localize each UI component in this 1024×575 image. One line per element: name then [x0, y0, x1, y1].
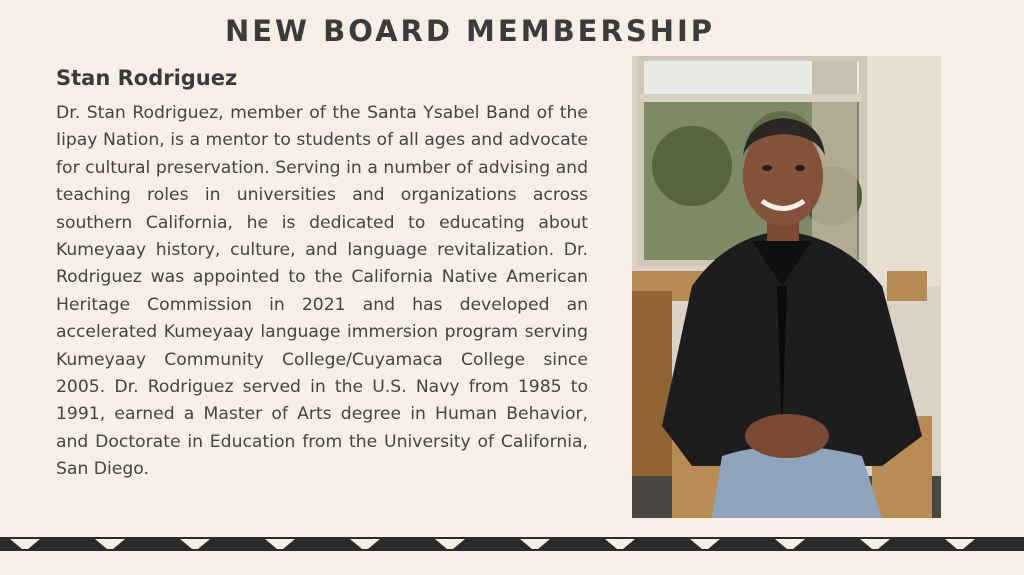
slide-title: NEW BOARD MEMBERSHIP: [224, 14, 716, 48]
member-photo: [632, 56, 941, 518]
member-bio: Dr. Stan Rodriguez, member of the Santa Ysabel Band of the Iipay Nation, is a mentor to students of all ages and advocate for cultural preservation. Serving in a number of advising and teaching roles in universities and organizations across southern California, he is dedicated to educating about Kumeyaay history, culture, and language revitalization. Dr. Rodriguez was appointed to the California Native American Heritage Commission in 2021 and has developed an accelerated Kumeyaay language immersion program serving Kumeyaay Community College/Cuyamaca College since 2005. Dr. Rodriguez served in the U.S. Navy from 1985 to 1991, earned a Master of Arts degree in Human Behavior, and Doctorate in Education from the University of California, San Diego.: [56, 103, 588, 480]
decorative-border: [0, 534, 1024, 554]
member-name: Stan Rodriguez: [56, 66, 238, 90]
